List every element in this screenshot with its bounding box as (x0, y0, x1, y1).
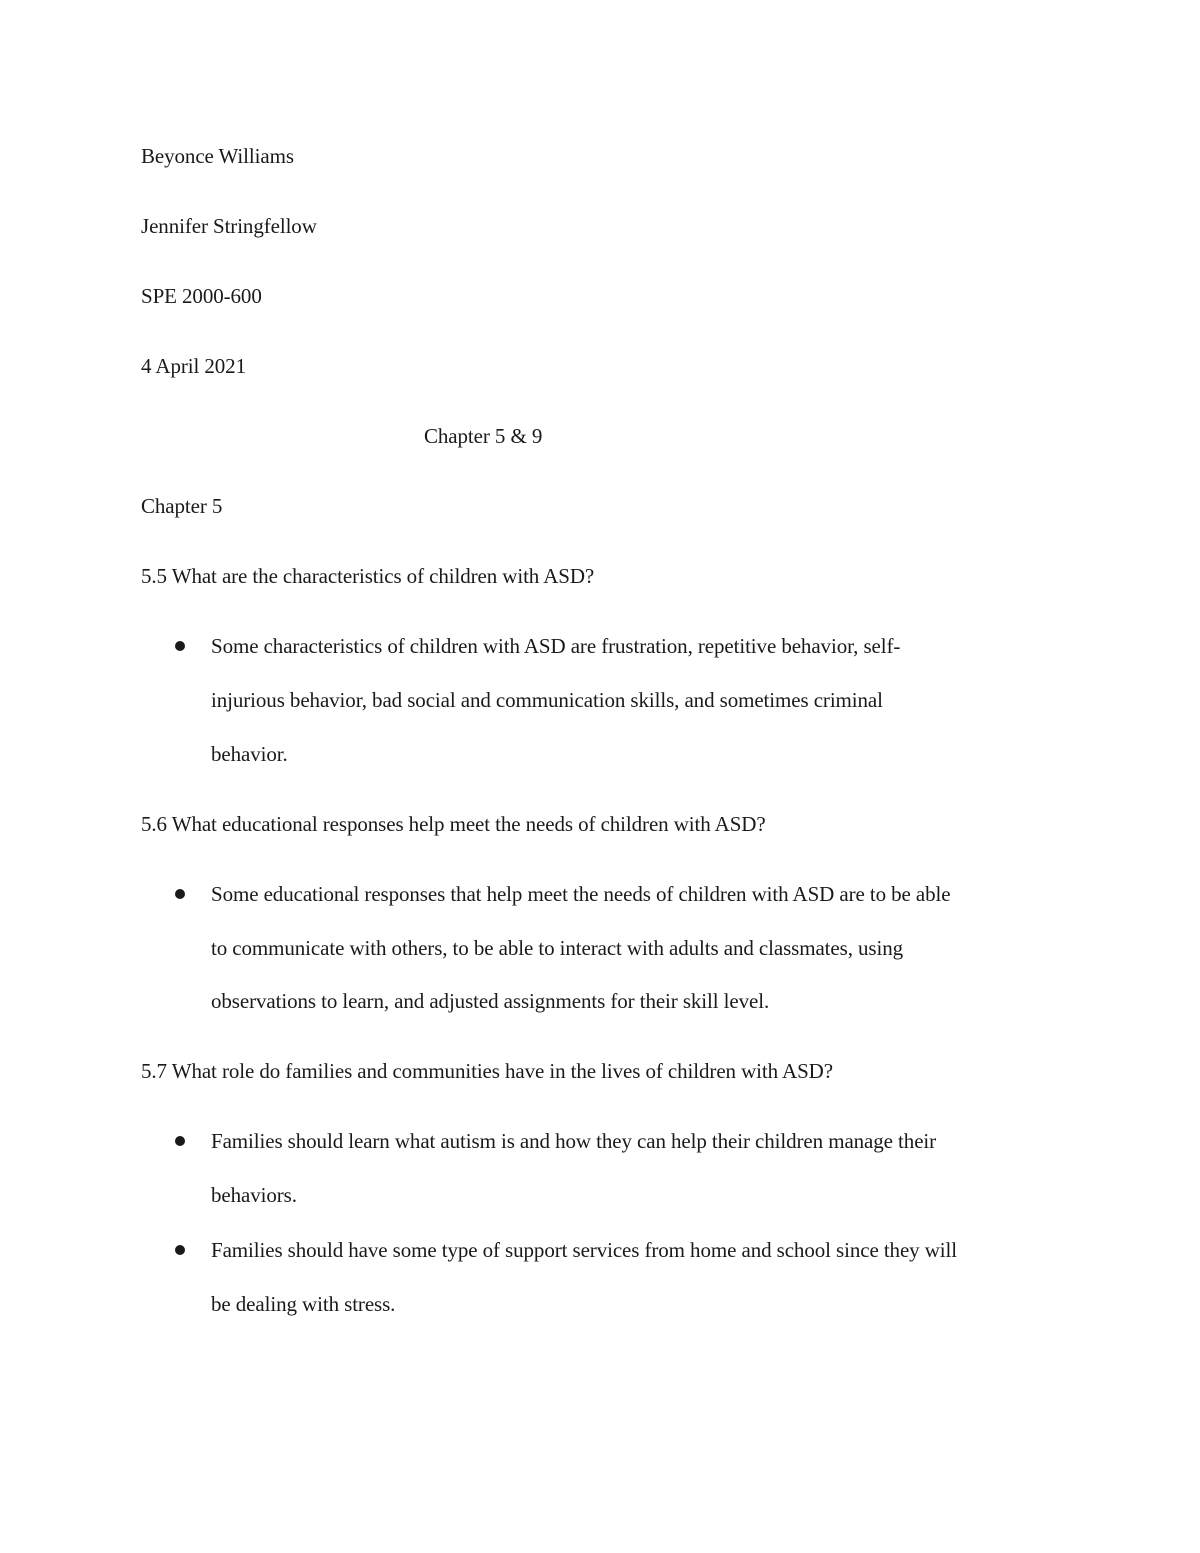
question-5-5: 5.5 What are the characteristics of children with ASD? (141, 564, 595, 588)
instructor-name: Jennifer Stringfellow (141, 214, 317, 238)
answer-line: behaviors. (211, 1183, 297, 1207)
answer-line: behavior. (211, 742, 288, 766)
document-title: Chapter 5 & 9 (424, 424, 543, 448)
bullet-icon (175, 1136, 185, 1146)
document-date: 4 April 2021 (141, 354, 246, 378)
student-name: Beyonce Williams (141, 144, 294, 168)
answer-line: Families should have some type of support services from home and school since they will (211, 1238, 957, 1262)
question-5-7: 5.7 What role do families and communities have in the lives of children with ASD? (141, 1059, 833, 1083)
answer-line: injurious behavior, bad social and communication skills, and sometimes criminal (211, 688, 883, 712)
question-5-6: 5.6 What educational responses help meet the needs of children with ASD? (141, 812, 766, 836)
answer-line: observations to learn, and adjusted assignments for their skill level. (211, 989, 770, 1013)
bullet-icon (175, 889, 185, 899)
answer-line: Families should learn what autism is and how they can help their children manage their (211, 1129, 937, 1153)
bullet-icon (175, 1245, 185, 1255)
answer-line: be dealing with stress. (211, 1292, 396, 1316)
answer-line: Some educational responses that help meet the needs of children with ASD are to be able (211, 882, 951, 906)
answer-line: to communicate with others, to be able to interact with adults and classmates, using (211, 936, 904, 960)
bullet-icon (175, 641, 185, 651)
answer-line: Some characteristics of children with ASD are frustration, repetitive behavior, self- (211, 634, 901, 658)
course-code: SPE 2000-600 (141, 284, 262, 308)
section-heading: Chapter 5 (141, 494, 223, 518)
